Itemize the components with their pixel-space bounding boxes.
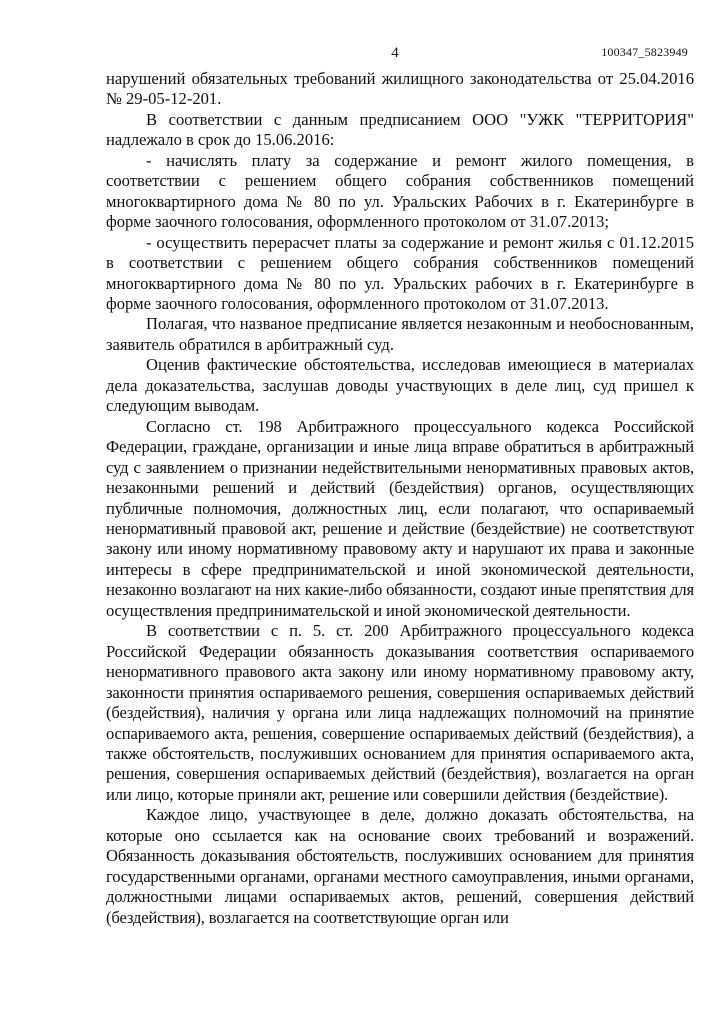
document-id: 100347_5823949: [601, 45, 688, 59]
list-item-charge-fee: - начислять плату за содержание и ремонт жилого помещения, в соответствии с решением общего собрания собственников помещений многоквартирного дома № 80 по ул. Уральских Рабочих в г. Екатеринбурге в форме заочного голосования, оформленного протоколом от 31.07.2013;: [106, 150, 694, 232]
paragraph-order-requirements: В соответствии с данным предписанием ООО "УЖК "ТЕРРИТОРИЯ" надлежало в срок до 15.06.2016:: [106, 109, 694, 150]
paragraph-violations-continuation: нарушений обязательных требований жилищного законодательства от 25.04.2016 № 29-05-12-201.: [106, 69, 694, 109]
paragraph-applicant-appeal: Полагая, что названое предписание является незаконным и необоснованным, заявитель обратился в арбитражный суд.: [106, 314, 694, 354]
page-number: 4: [391, 45, 399, 61]
document-body: [106, 69, 694, 928]
paragraph-article-198: Согласно ст. 198 Арбитражного процессуального кодекса Российской Федерации, граждане, организации и иные лица вправе обратиться в арбитражный суд с заявлением о признании недействительными ненормативных правовых актов, незаконными решений и действий (бездействия) органов, осуществляющих публичные полномочия, должностных лиц, если полагают, что оспариваемый ненормативный правовой акт, решение и действие (бездействие) не соответствуют закону или иному нормативному правовому акту и нарушают их права и законные интересы в сфере предпринимательской и иной экономической деятельности, незаконно возлагают на них какие-либо обязанности, создают иные препятствия для осуществления предпринимательской и иной экономической деятельности.: [106, 416, 694, 620]
paragraph-burden-of-proof: Каждое лицо, участвующее в деле, должно доказать обстоятельства, на которые оно ссылается как на основание своих требований и возражений. Обязанность доказывания обстоятельств, послуживших основанием для принятия государственными органами, органами местного самоуправления, иными органами, должностными лицами оспариваемых актов, решений, совершения действий (бездействия), возлагается на соответствующие орган или: [106, 805, 694, 927]
paragraph-article-200: В соответствии с п. 5. ст. 200 Арбитражного процессуального кодекса Российской Федерации обязанность доказывания соответствия оспариваемого ненормативного правового акта закону или иному нормативному правовому акту, законности принятия оспариваемого решения, совершения оспариваемых действий (бездействия), наличия у органа или лица надлежащих полномочий на принятие оспариваемого акта, решения, совершение оспариваемых действий (бездействия), а также обстоятельств, послуживших основанием для принятия оспариваемого акта, решения, совершения оспариваемых действий (бездействия), возлагается на орган или лицо, которые приняли акт, решение или совершили действия (бездействие).: [106, 621, 694, 804]
list-item-recalculation: - осуществить перерасчет платы за содержание и ремонт жилья с 01.12.2015 в соответствии с решением общего собрания собственников помещений многоквартирного дома № 80 по ул. Уральских рабочих в г. Екатеринбурге в форме заочного голосования, оформленного протоколом от 31.07.2013.: [106, 232, 694, 313]
paragraph-court-findings: Оценив фактические обстоятельства, исследовав имеющиеся в материалах дела доказательства, заслушав доводы участвующих в деле лиц, суд пришел к следующим выводам.: [106, 355, 694, 416]
